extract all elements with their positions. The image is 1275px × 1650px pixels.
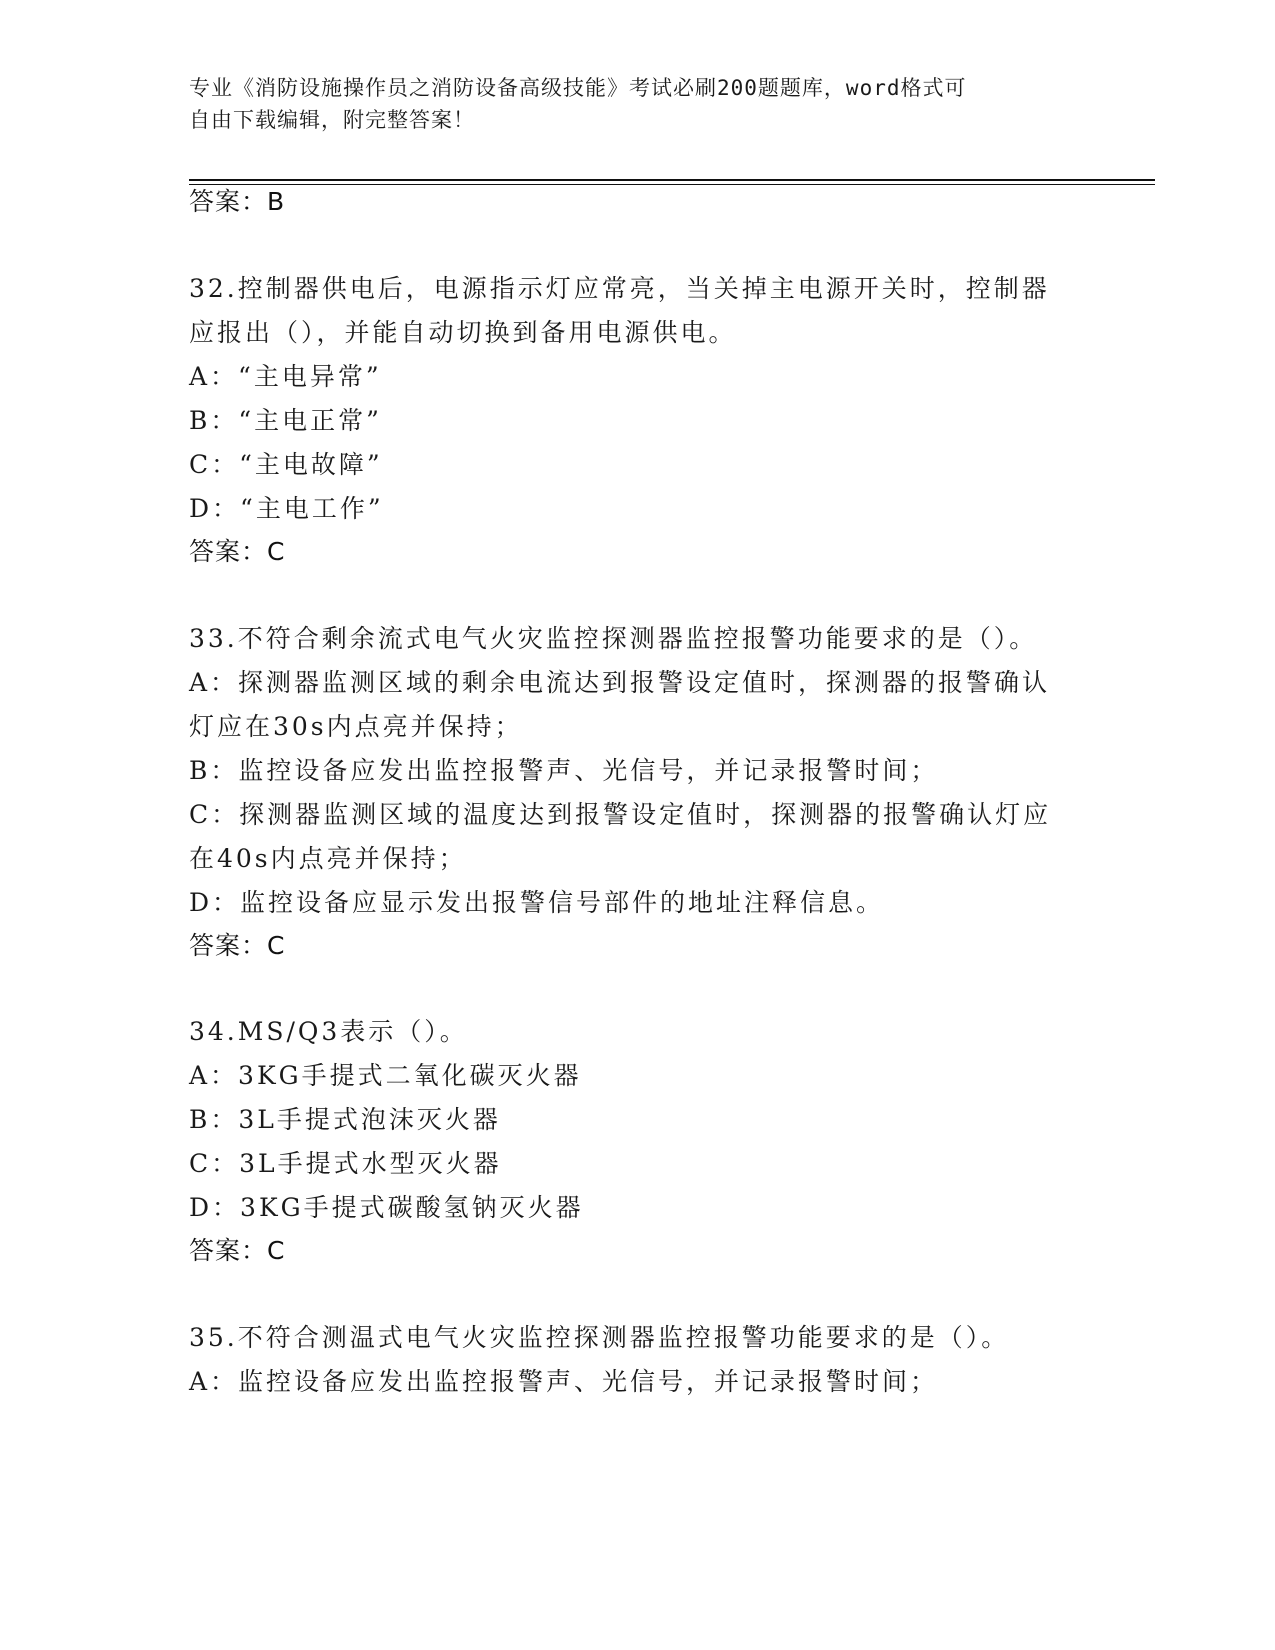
- header-line-1: 专业《消防设施操作员之消防设备高级技能》考试必刷200题题库，word格式可: [189, 76, 967, 100]
- q33-option-d: D：监控设备应显示发出报警信号部件的地址注释信息。: [189, 888, 885, 917]
- document-header: [189, 72, 1069, 136]
- q33-option-c-line-2: 在40s内点亮并保持；: [189, 844, 467, 873]
- header-divider-thick: [189, 179, 1155, 181]
- q32-option-b: B：“主电正常”: [189, 406, 382, 435]
- q34-option-a: A：3KG手提式二氧化碳灭火器: [189, 1061, 582, 1090]
- header-divider-thin: [189, 184, 1155, 185]
- q34-stem: 34.MS/Q3表示（）。: [189, 1017, 468, 1046]
- q32-stem-line-2: 应报出（），并能自动切换到备用电源供电。: [189, 318, 737, 347]
- q32-stem-line-1: 32.控制器供电后，电源指示灯应常亮，当关掉主电源开关时，控制器: [189, 274, 1050, 303]
- q32-option-d: D：“主电工作”: [189, 494, 384, 523]
- q34-option-b: B：3L手提式泡沫灭火器: [189, 1105, 501, 1134]
- answer-previous: 答案：B: [189, 187, 286, 216]
- q34-answer: 答案：C: [189, 1236, 286, 1265]
- q33-option-a-line-2: 灯应在30s内点亮并保持；: [189, 712, 523, 741]
- q32-answer: 答案：C: [189, 537, 286, 566]
- q33-option-b: B：监控设备应发出监控报警声、光信号，并记录报警时间；: [189, 756, 939, 785]
- q33-stem: 33.不符合剩余流式电气火灾监控探测器监控报警功能要求的是（）。: [189, 624, 1038, 653]
- q35-stem: 35.不符合测温式电气火灾监控探测器监控报警功能要求的是（）。: [189, 1323, 1010, 1352]
- q34-option-d: D：3KG手提式碳酸氢钠灭火器: [189, 1193, 584, 1222]
- q34-option-c: C：3L手提式水型灭火器: [189, 1149, 502, 1178]
- q33-option-a-line-1: A：探测器监测区域的剩余电流达到报警设定值时，探测器的报警确认: [189, 668, 1051, 697]
- q33-option-c-line-1: C：探测器监测区域的温度达到报警设定值时，探测器的报警确认灯应: [189, 800, 1052, 829]
- q35-option-a: A：监控设备应发出监控报警声、光信号，并记录报警时间；: [189, 1367, 939, 1396]
- q33-answer: 答案：C: [189, 931, 286, 960]
- header-line-2: 自由下载编辑，附完整答案！: [189, 108, 475, 132]
- q32-option-a: A：“主电异常”: [189, 362, 382, 391]
- q32-option-c: C：“主电故障”: [189, 450, 383, 479]
